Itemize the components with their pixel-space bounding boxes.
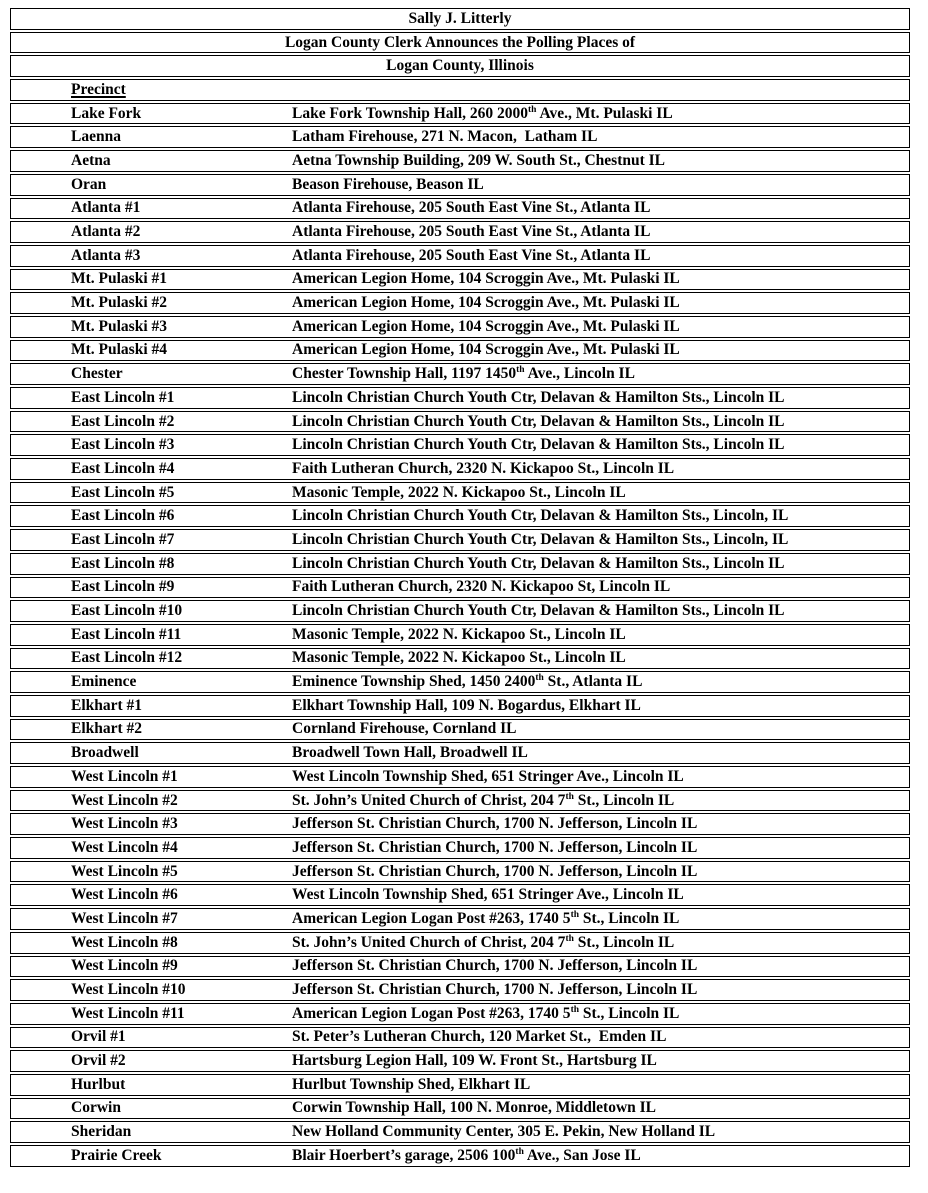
location-cell: Lincoln Christian Church Youth Ctr, Delavan & Hamilton Sts., Lincoln IL — [292, 388, 785, 406]
precinct-cell: West Lincoln #8 — [71, 933, 178, 951]
precinct-cell: Lake Fork — [71, 104, 142, 122]
precinct-cell: Elkhart #2 — [71, 720, 143, 738]
location-cell: Jefferson St. Christian Church, 1700 N. Jefferson, Lincoln IL — [292, 862, 698, 880]
table-header-row — [10, 79, 910, 101]
table-row — [10, 837, 910, 859]
location-cell: Lincoln Christian Church Youth Ctr, Delavan & Hamilton Sts., Lincoln IL — [292, 602, 785, 620]
table-row — [10, 1003, 910, 1025]
table-row — [10, 55, 910, 77]
location-cell: Atlanta Firehouse, 205 South East Vine St., Atlanta IL — [292, 246, 651, 264]
precinct-cell: Sheridan — [71, 1123, 132, 1141]
table-row — [10, 790, 910, 812]
location-cell: Chester Township Hall, 1197 1450th Ave., Lincoln IL — [292, 365, 635, 383]
ordinal-superscript: th — [565, 933, 574, 944]
table-row — [10, 103, 910, 125]
table-row — [10, 458, 910, 480]
precinct-cell: East Lincoln #3 — [71, 436, 175, 454]
location-cell: Eminence Township Shed, 1450 2400th St., Atlanta IL — [292, 673, 643, 691]
location-cell: Masonic Temple, 2022 N. Kickapoo St., Lincoln IL — [292, 649, 626, 667]
location-cell: West Lincoln Township Shed, 651 Stringer Ave., Lincoln IL — [292, 767, 684, 785]
precinct-cell: East Lincoln #9 — [71, 578, 175, 596]
location-cell: Faith Lutheran Church, 2320 N. Kickapoo St., Lincoln IL — [292, 459, 675, 477]
table-row — [10, 884, 910, 906]
precinct-cell: Orvil #2 — [71, 1052, 126, 1070]
document-subtitle-county: Logan County, Illinois — [386, 57, 534, 75]
ordinal-superscript: th — [535, 673, 544, 683]
precinct-cell: East Lincoln #4 — [71, 459, 175, 477]
precinct-cell: East Lincoln #12 — [71, 649, 183, 667]
table-row — [10, 1074, 910, 1096]
ordinal-superscript: th — [516, 365, 525, 375]
table-row — [10, 8, 910, 30]
location-cell: St. John’s United Church of Christ, 204 7th St., Lincoln IL — [292, 933, 675, 951]
precinct-cell: Orvil #1 — [71, 1028, 126, 1046]
location-cell: New Holland Community Center, 305 E. Pekin, New Holland IL — [292, 1123, 716, 1141]
table-row — [10, 482, 910, 504]
precinct-cell: East Lincoln #2 — [71, 412, 175, 430]
precinct-cell: East Lincoln #11 — [71, 625, 182, 643]
table-row — [10, 340, 910, 362]
precinct-cell: West Lincoln #7 — [71, 909, 178, 927]
location-cell: Blair Hoerbert’s garage, 2506 100th Ave., San Jose IL — [292, 1146, 641, 1164]
precinct-cell: Eminence — [71, 673, 137, 691]
table-body — [10, 103, 910, 1167]
precinct-cell: Hurlbut — [71, 1075, 126, 1093]
table-row — [10, 411, 910, 433]
location-cell: Broadwell Town Hall, Broadwell IL — [292, 744, 528, 762]
location-cell: Jefferson St. Christian Church, 1700 N. Jefferson, Lincoln IL — [292, 981, 698, 999]
table-row — [10, 648, 910, 670]
location-cell: Atlanta Firehouse, 205 South East Vine St., Atlanta IL — [292, 223, 651, 241]
polling-places-table — [10, 8, 910, 1169]
location-cell: Atlanta Firehouse, 205 South East Vine St., Atlanta IL — [292, 199, 651, 217]
location-cell: Lake Fork Township Hall, 260 2000th Ave., Mt. Pulaski IL — [292, 104, 673, 122]
location-cell: American Legion Home, 104 Scroggin Ave., Mt. Pulaski IL — [292, 270, 680, 288]
location-cell: Lincoln Christian Church Youth Ctr, Delavan & Hamilton Sts., Lincoln IL — [292, 412, 785, 430]
location-cell: West Lincoln Township Shed, 651 Stringer Ave., Lincoln IL — [292, 886, 684, 904]
precinct-cell: Chester — [71, 365, 123, 383]
table-row — [10, 1145, 910, 1167]
table-row — [10, 316, 910, 338]
location-cell: Latham Firehouse, 271 N. Macon, Latham IL — [292, 128, 598, 146]
table-row — [10, 198, 910, 220]
precinct-cell: Broadwell — [71, 744, 139, 762]
document-subtitle: Logan County Clerk Announces the Polling Places of — [284, 33, 636, 51]
location-cell: Faith Lutheran Church, 2320 N. Kickapoo St, Lincoln IL — [292, 578, 671, 596]
ordinal-superscript: th — [565, 791, 574, 802]
precinct-cell: East Lincoln #6 — [71, 507, 175, 525]
precinct-cell: Atlanta #2 — [71, 223, 141, 241]
table-row — [10, 908, 910, 930]
precinct-cell: East Lincoln #1 — [71, 388, 175, 406]
table-row — [10, 766, 910, 788]
location-cell: Lincoln Christian Church Youth Ctr, Delavan & Hamilton Sts., Lincoln, IL — [292, 507, 789, 525]
location-cell: Corwin Township Hall, 100 N. Monroe, Middletown IL — [292, 1099, 657, 1117]
table-row — [10, 150, 910, 172]
table-row — [10, 671, 910, 693]
precinct-cell: West Lincoln #4 — [71, 838, 178, 856]
precinct-cell: West Lincoln #10 — [71, 981, 186, 999]
location-cell: Jefferson St. Christian Church, 1700 N. Jefferson, Lincoln IL — [292, 815, 698, 833]
precinct-cell: West Lincoln #3 — [71, 815, 178, 833]
location-cell: Beason Firehouse, Beason IL — [292, 175, 484, 193]
location-cell: Jefferson St. Christian Church, 1700 N. Jefferson, Lincoln IL — [292, 957, 698, 975]
table-row — [10, 505, 910, 527]
table-row — [10, 269, 910, 291]
table-row — [10, 861, 910, 883]
table-row — [10, 174, 910, 196]
table-row — [10, 1121, 910, 1143]
location-cell: American Legion Home, 104 Scroggin Ave., Mt. Pulaski IL — [292, 341, 680, 359]
precinct-column-header: Precinct — [71, 80, 126, 98]
table-row — [10, 32, 910, 54]
precinct-cell: West Lincoln #9 — [71, 957, 178, 975]
table-row — [10, 363, 910, 385]
table-row — [10, 529, 910, 551]
precinct-cell: East Lincoln #8 — [71, 554, 175, 572]
table-row — [10, 1098, 910, 1120]
ordinal-superscript: th — [515, 1146, 524, 1157]
precinct-cell: Atlanta #3 — [71, 246, 141, 264]
location-cell: Masonic Temple, 2022 N. Kickapoo St., Lincoln IL — [292, 625, 626, 643]
location-cell: Aetna Township Building, 209 W. South St., Chestnut IL — [292, 151, 666, 169]
ordinal-superscript: th — [570, 1004, 580, 1015]
precinct-cell: Prairie Creek — [71, 1146, 162, 1164]
table-row — [10, 387, 910, 409]
document-title: Sally J. Litterly — [408, 9, 512, 27]
precinct-cell: East Lincoln #7 — [71, 530, 175, 548]
precinct-cell: Mt. Pulaski #1 — [71, 270, 168, 288]
location-cell: Jefferson St. Christian Church, 1700 N. Jefferson, Lincoln IL — [292, 838, 698, 856]
precinct-cell: West Lincoln #1 — [71, 767, 178, 785]
precinct-cell: Atlanta #1 — [71, 199, 141, 217]
precinct-cell: Mt. Pulaski #2 — [71, 294, 168, 312]
ordinal-superscript: th — [528, 104, 537, 115]
table-row — [10, 245, 910, 267]
table-row — [10, 742, 910, 764]
location-cell: St. Peter’s Lutheran Church, 120 Market St., Emden IL — [292, 1028, 667, 1046]
precinct-cell: Laenna — [71, 128, 121, 146]
location-cell: American Legion Home, 104 Scroggin Ave., Mt. Pulaski IL — [292, 317, 680, 335]
precinct-cell: Elkhart #1 — [71, 696, 143, 714]
precinct-cell: West Lincoln #6 — [71, 886, 178, 904]
precinct-cell: East Lincoln #5 — [71, 483, 175, 501]
table-row — [10, 979, 910, 1001]
precinct-cell: West Lincoln #11 — [71, 1004, 185, 1022]
table-row — [10, 434, 910, 456]
precinct-cell: Aetna — [71, 151, 111, 169]
location-cell: Hartsburg Legion Hall, 109 W. Front St., Hartsburg IL — [292, 1052, 657, 1070]
precinct-cell: Mt. Pulaski #3 — [71, 317, 168, 335]
location-cell: Lincoln Christian Church Youth Ctr, Delavan & Hamilton Sts., Lincoln IL — [292, 436, 785, 454]
precinct-cell: Corwin — [71, 1099, 121, 1117]
location-cell: Elkhart Township Hall, 109 N. Bogardus, Elkhart IL — [292, 696, 641, 714]
location-cell: St. John’s United Church of Christ, 204 7th St., Lincoln IL — [292, 791, 675, 809]
table-row — [10, 624, 910, 646]
location-cell: Masonic Temple, 2022 N. Kickapoo St., Lincoln IL — [292, 483, 626, 501]
location-cell: American Legion Logan Post #263, 1740 5th St., Lincoln IL — [292, 1004, 680, 1022]
table-row — [10, 553, 910, 575]
precinct-cell: Oran — [71, 175, 107, 193]
location-cell: American Legion Home, 104 Scroggin Ave., Mt. Pulaski IL — [292, 294, 680, 312]
table-row — [10, 813, 910, 835]
location-cell: Lincoln Christian Church Youth Ctr, Delavan & Hamilton Sts., Lincoln IL — [292, 554, 785, 572]
precinct-cell: West Lincoln #5 — [71, 862, 178, 880]
table-row — [10, 1050, 910, 1072]
location-cell: Cornland Firehouse, Cornland IL — [292, 720, 517, 738]
precinct-cell: East Lincoln #10 — [71, 602, 183, 620]
ordinal-superscript: th — [570, 909, 580, 920]
precinct-cell: West Lincoln #2 — [71, 791, 178, 809]
table-row — [10, 695, 910, 717]
location-cell: American Legion Logan Post #263, 1740 5th St., Lincoln IL — [292, 909, 680, 927]
table-row — [10, 719, 910, 741]
location-cell: Hurlbut Township Shed, Elkhart IL — [292, 1075, 531, 1093]
table-row — [10, 1027, 910, 1049]
table-row — [10, 221, 910, 243]
table-row — [10, 292, 910, 314]
location-cell: Lincoln Christian Church Youth Ctr, Delavan & Hamilton Sts., Lincoln, IL — [292, 530, 789, 548]
table-row — [10, 126, 910, 148]
table-row — [10, 577, 910, 599]
table-row — [10, 932, 910, 954]
table-row — [10, 956, 910, 978]
precinct-cell: Mt. Pulaski #4 — [71, 341, 168, 359]
table-row — [10, 600, 910, 622]
